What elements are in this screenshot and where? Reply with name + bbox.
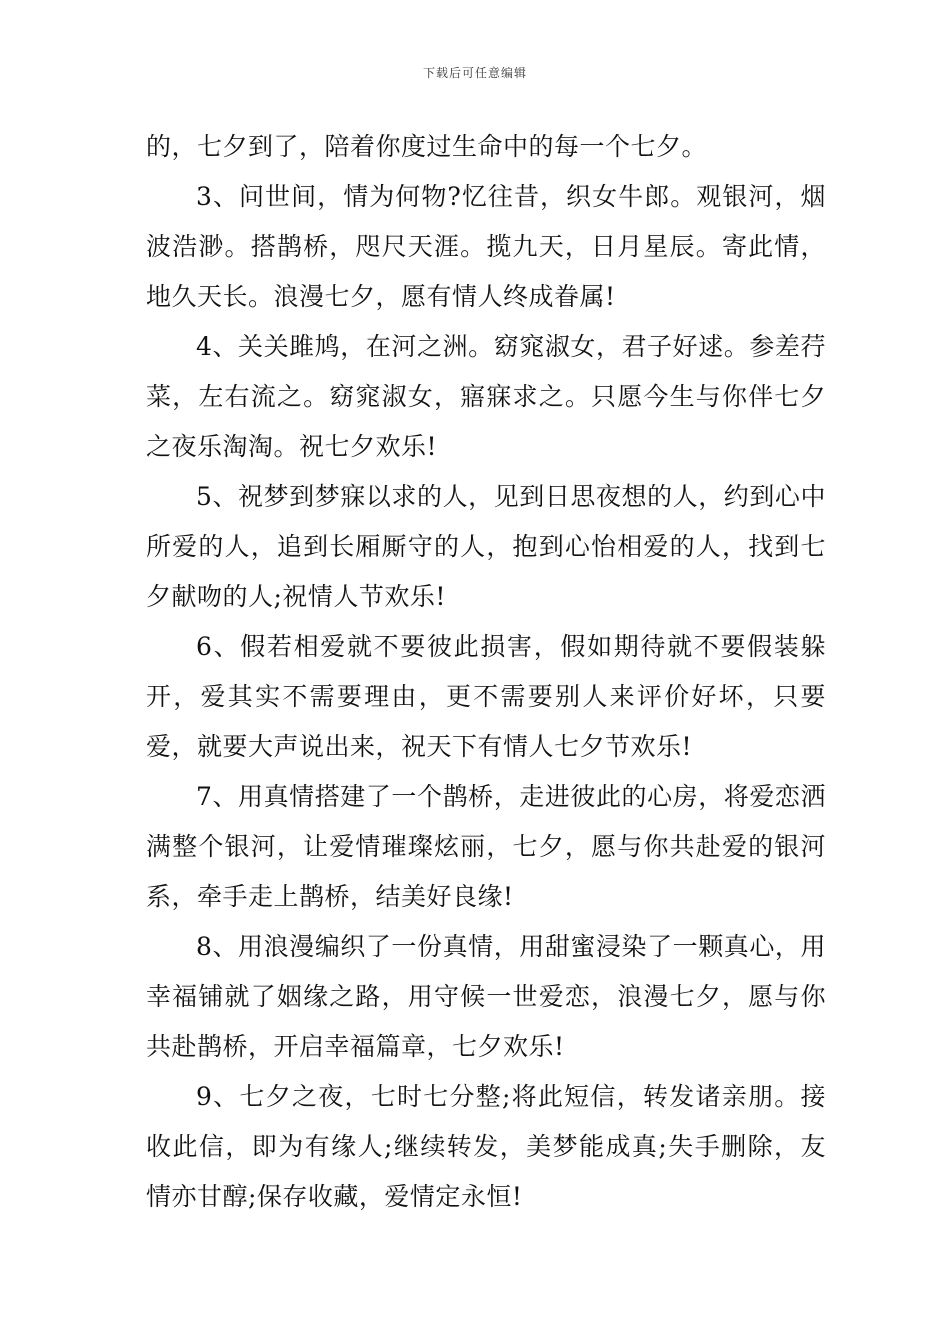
page-header: 下载后可任意编辑 [422, 66, 527, 80]
paragraph-item-8: 8、用浪漫编织了一份真情，用甜蜜浸染了一颗真心，用幸福铺就了姻缘之路，用守候一世爱恋，浪漫七夕，愿与你共赴鹊桥，开启幸福篇章，七夕欢乐! [146, 932, 826, 1061]
paragraph-item-9: 9、七夕之夜，七时七分整;将此短信，转发诸亲朋。接收此信，即为有缘人;继续转发，美梦能成真;失手删除，友情亦甘醇;保存收藏，爱情定永恒! [146, 1082, 826, 1211]
document-body [146, 122, 826, 1222]
paragraph-item-4: 4、关关雎鸠，在河之洲。窈窕淑女，君子好逑。参差荇菜，左右流之。窈窕淑女，寤寐求之。只愿今生与你伴七夕之夜乐淘淘。祝七夕欢乐! [146, 332, 826, 461]
paragraph-continuation: 的，七夕到了，陪着你度过生命中的每一个七夕。 [146, 132, 708, 161]
paragraph-item-3: 3、问世间，情为何物?忆往昔，织女牛郎。观银河，烟波浩渺。搭鹊桥，咫尺天涯。揽九天，日月星辰。寄此情，地久天长。浪漫七夕，愿有情人终成眷属! [146, 182, 826, 311]
paragraph-item-7: 7、用真情搭建了一个鹊桥，走进彼此的心房，将爱恋洒满整个银河，让爱情璀璨炫丽，七夕，愿与你共赴爱的银河系，牵手走上鹊桥，结美好良缘! [146, 782, 826, 911]
paragraph-item-6: 6、假若相爱就不要彼此损害，假如期待就不要假装躲开，爱其实不需要理由，更不需要别人来评价好坏，只要爱，就要大声说出来，祝天下有情人七夕节欢乐! [146, 632, 826, 761]
paragraph-item-5: 5、祝梦到梦寐以求的人，见到日思夜想的人，约到心中所爱的人，追到长厢厮守的人，抱到心怡相爱的人，找到七夕献吻的人;祝情人节欢乐! [146, 482, 826, 611]
